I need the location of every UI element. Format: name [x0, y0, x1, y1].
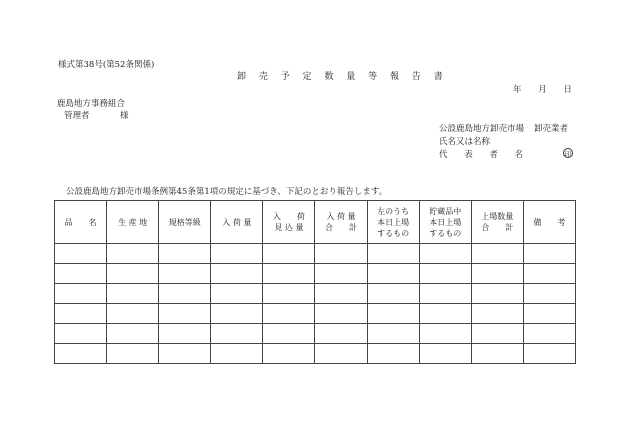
table-cell[interactable]: [55, 244, 107, 264]
table-row: [55, 284, 576, 304]
table-cell[interactable]: [263, 324, 315, 344]
table-row: [55, 344, 576, 364]
table-cell[interactable]: [211, 244, 263, 264]
table-cell[interactable]: [159, 344, 211, 364]
table-cell[interactable]: [419, 304, 471, 324]
column-header-9: 上場数量 合 計: [471, 201, 523, 244]
table-cell[interactable]: [419, 284, 471, 304]
table-cell[interactable]: [55, 324, 107, 344]
table-cell[interactable]: [263, 284, 315, 304]
table-cell[interactable]: [211, 344, 263, 364]
table-cell[interactable]: [523, 284, 575, 304]
representative-label: 代 表 者 名: [439, 150, 531, 160]
table-cell[interactable]: [107, 264, 159, 284]
table-cell[interactable]: [471, 244, 523, 264]
table-cell[interactable]: [315, 324, 367, 344]
form-number: 様式第38号(第52条関係): [58, 60, 155, 70]
table-cell[interactable]: [523, 344, 575, 364]
table-cell[interactable]: [471, 264, 523, 284]
table-body: [55, 244, 576, 364]
table-row: [55, 264, 576, 284]
table-cell[interactable]: [419, 244, 471, 264]
table-row: [55, 244, 576, 264]
table-cell[interactable]: [523, 264, 575, 284]
table-cell[interactable]: [263, 304, 315, 324]
table-header-row: [55, 201, 576, 244]
table-cell[interactable]: [159, 284, 211, 304]
column-header-4: 入 荷 量: [211, 201, 263, 244]
reporter-role: 卸売業者: [534, 124, 569, 134]
table-cell[interactable]: [471, 284, 523, 304]
table-cell[interactable]: [367, 244, 419, 264]
table-cell[interactable]: [107, 324, 159, 344]
date-line: 年 月 日: [513, 85, 572, 95]
table-cell[interactable]: [471, 344, 523, 364]
table-cell[interactable]: [419, 344, 471, 364]
table-cell[interactable]: [211, 284, 263, 304]
table-cell[interactable]: [523, 324, 575, 344]
table-cell[interactable]: [367, 284, 419, 304]
table-cell[interactable]: [471, 304, 523, 324]
table-cell[interactable]: [107, 344, 159, 364]
column-header-8: 貯蔵品中 本日上場 するもの: [419, 201, 471, 244]
table-cell[interactable]: [159, 304, 211, 324]
table-cell[interactable]: [55, 344, 107, 364]
table-cell[interactable]: [159, 244, 211, 264]
statement-text: 公設鹿島地方卸売市場条例第45条第1項の規定に基づき、下記のとおり報告します。: [66, 187, 388, 197]
seal-icon: 印: [564, 150, 572, 158]
column-header-7: 左のうち 本日上場 するもの: [367, 201, 419, 244]
table-cell[interactable]: [367, 324, 419, 344]
table-cell[interactable]: [315, 264, 367, 284]
column-header-3: 規格等級: [159, 201, 211, 244]
table-cell[interactable]: [263, 344, 315, 364]
document-title: 卸 売 予 定 数 量 等 報 告 書: [237, 72, 448, 82]
addressee-name: 管理者: [64, 111, 90, 121]
table-row: [55, 324, 576, 344]
column-header-1: 品 名: [55, 201, 107, 244]
table-cell[interactable]: [523, 244, 575, 264]
table-cell[interactable]: [367, 304, 419, 324]
column-header-6: 入 荷 量 合 計: [315, 201, 367, 244]
addressee-honorific: 様: [120, 111, 129, 121]
table-cell[interactable]: [419, 324, 471, 344]
table-cell[interactable]: [315, 244, 367, 264]
table-cell[interactable]: [315, 304, 367, 324]
table-cell[interactable]: [419, 264, 471, 284]
reporter-market: 公設鹿島地方卸売市場: [439, 124, 525, 134]
column-header-10: 備 考: [523, 201, 575, 244]
table-cell[interactable]: [263, 244, 315, 264]
table-cell[interactable]: [523, 304, 575, 324]
table-cell[interactable]: [55, 284, 107, 304]
table-cell[interactable]: [315, 284, 367, 304]
table-cell[interactable]: [159, 264, 211, 284]
table-cell[interactable]: [107, 244, 159, 264]
table-row: [55, 304, 576, 324]
report-table: [54, 200, 576, 364]
table-cell[interactable]: [107, 284, 159, 304]
table-cell[interactable]: [263, 264, 315, 284]
table-cell[interactable]: [55, 304, 107, 324]
table-cell[interactable]: [367, 344, 419, 364]
column-header-2: 生 産 地: [107, 201, 159, 244]
addressee-organization: 鹿島地方事務組合: [57, 99, 126, 109]
table-cell[interactable]: [211, 264, 263, 284]
table-cell[interactable]: [211, 324, 263, 344]
table-cell[interactable]: [159, 324, 211, 344]
table-cell[interactable]: [107, 304, 159, 324]
table-cell[interactable]: [315, 344, 367, 364]
table-cell[interactable]: [471, 324, 523, 344]
table-cell[interactable]: [55, 264, 107, 284]
reporter-name-label: 氏名又は名称: [439, 137, 491, 147]
table-cell[interactable]: [211, 304, 263, 324]
table-cell[interactable]: [367, 264, 419, 284]
column-header-5: 入 荷 見 込 量: [263, 201, 315, 244]
